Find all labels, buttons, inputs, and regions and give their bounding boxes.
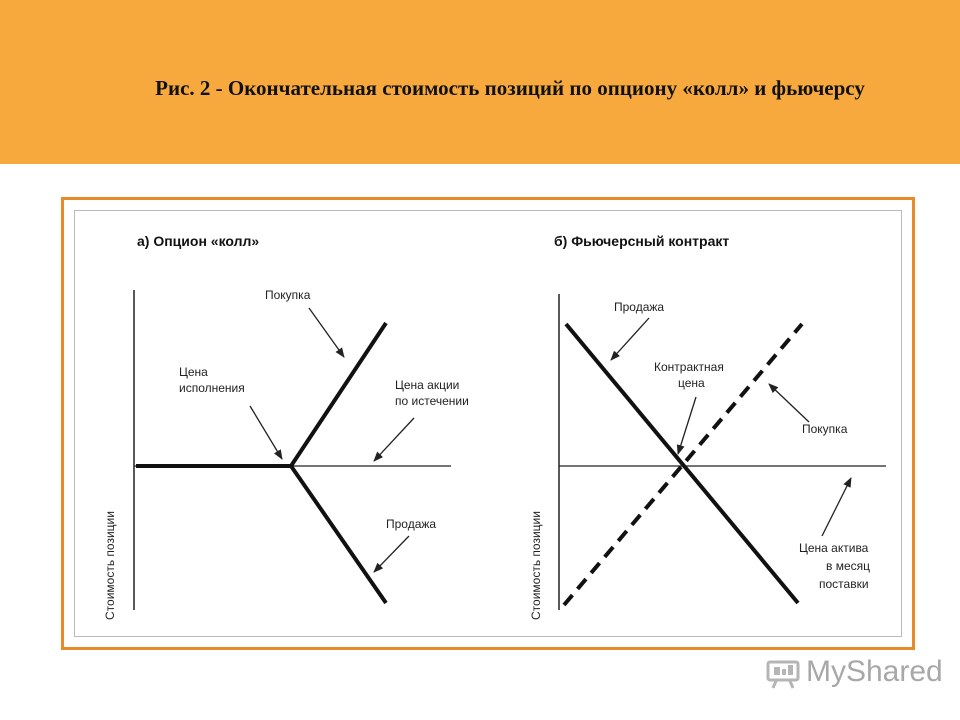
panel-b-sell-arrow	[611, 318, 649, 360]
panel-b-buy-label: Покупка	[802, 422, 848, 436]
panel-a-buy-payoff-line	[291, 323, 386, 466]
panel-a-strike-arrow	[250, 406, 282, 459]
panel-a-sell-arrow	[374, 536, 409, 572]
payoff-diagram	[64, 200, 912, 647]
panel-a-buy-arrow	[309, 308, 344, 357]
title-banner	[0, 0, 960, 164]
panel-a-price-label-2: по истечении	[395, 394, 469, 408]
panel-a-y-axis-label: Стоимость позиции	[103, 511, 117, 620]
panel-b-asset-label-3: поставки	[819, 577, 869, 591]
panel-b-buy-arrow	[769, 384, 809, 422]
panel-b-contract-arrow	[678, 397, 696, 454]
panel-a-sell-payoff-line	[291, 466, 386, 603]
panel-a-sell-label: Продажа	[386, 517, 437, 531]
panel-b-contract-label-1: Контрактная	[654, 360, 724, 374]
panel-b-asset-arrow	[822, 478, 851, 536]
panel-a-price-arrow	[374, 418, 414, 461]
panel-b-contract-label-2: цена	[678, 376, 705, 390]
panel-b-y-axis-label: Стоимость позиции	[529, 511, 543, 620]
panel-a-strike-label-2: исполнения	[179, 381, 245, 395]
presentation-board-icon	[766, 659, 800, 689]
panel-a-heading: а) Опцион «колл»	[137, 233, 260, 249]
slide-title: Рис. 2 - Окончательная стоимость позиций по опциону «колл» и фьючерсу	[155, 76, 865, 100]
panel-b-asset-label-1: Цена актива	[799, 541, 869, 555]
watermark-text: MyShared	[806, 655, 943, 688]
watermark	[766, 655, 943, 695]
panel-b-asset-label-2: в месяц	[826, 559, 871, 573]
figure-frame	[61, 197, 915, 650]
panel-a-price-label-1: Цена акции	[395, 378, 460, 392]
panel-b-heading: б) Фьючерсный контракт	[554, 233, 730, 249]
panel-a-buy-label: Покупка	[265, 288, 311, 302]
panel-a-strike-label-1: Цена	[179, 365, 208, 379]
panel-b-sell-label: Продажа	[614, 300, 665, 314]
